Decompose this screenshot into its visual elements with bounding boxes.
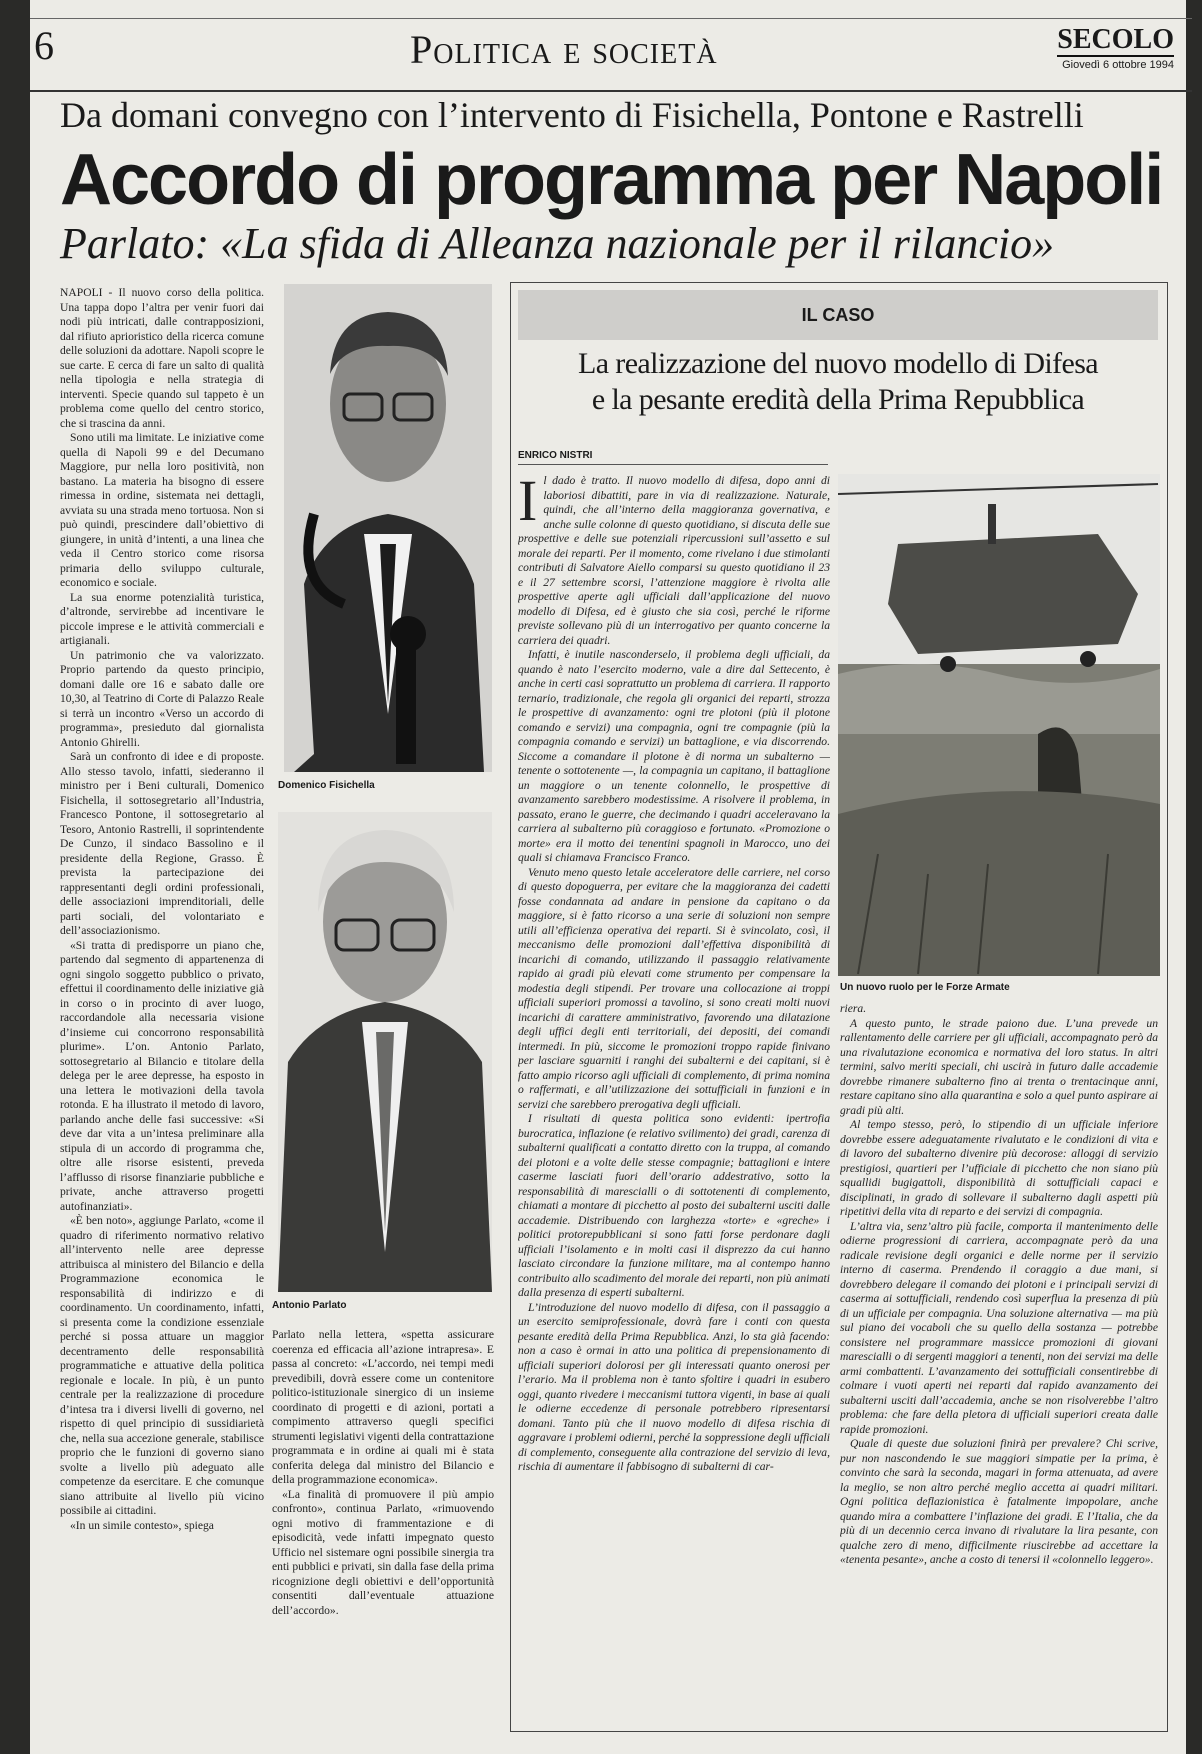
article-headline: Accordo di programma per Napoli: [60, 140, 1163, 220]
article-paragraph: «La finalità di promuovere il più ampio confronto», continua Parlato, «rimuovendo ogni motivo di frammentazione e di episodicità, vede infatti impegnato questo Ufficio nel sistemare ogni possibile sinergia tra enti pubblici e privati, sin dalla fase della prima ricognizione degli obiettivi e dell’opportunità consentiti dall’eventuale attuazione dell’accordo».: [272, 1487, 494, 1617]
article-paragraph: «È ben noto», aggiunge Parlato, «come il quadro di riferimento normativo relativo all’intervento nelle aree depresse attribuisca al ministero del Bilancio e della Programmazione economica le responsabilità di indirizzo e di coordinamento. Un coordinamento, infatti, si presenta come la condizione essenziale perché si possa attuare un maggior decentramento delle responsabilità programmatiche e attuative della politica regionale e locale. In più, è un punto centrale per la realizzazione di procedure d’intesa tra i diversi livelli di governo, nel rispetto di quel principio di sussidiarietà che, nella sua accezione generale, stabilisce proprio che le funzioni di governo siano svolte a livello più adeguato alle competenze da esercitare. E che comunque siano attribuite al livello più vicino possibile ai cittadini.: [60, 1214, 264, 1517]
sidebar-paragraph: riera.: [840, 1002, 867, 1015]
sidebar-paragraph: L’introduzione del nuovo modello di difesa, con il passaggio a un esercito semiprofessionale, dovrà fare i conti con questa pesante eredità della Prima Repubblica. Anzi, lo sta già facendo: non a caso è ormai in atto una politica di prepensionamento di ufficiali superiori dolorosi per gli interessati quanto onerosi per l’erario. Ma il problema non è tanto sfoltire i quadri in esubero oggi, quanto rivedere i meccanismi tuttora vigenti, in base ai quali le odierne eccedenze di personale potrebbero ripresentarsi domani. Tanto più che il nuovo modello di difesa rischia di aggravare i problemi odierni, perché la soppressione degli ufficiali di complemento, conseguente alla contrazione del servizio di leva, rischia di aumentare il fabbisogno di subalterni di car-: [518, 1300, 830, 1473]
masthead: [1057, 26, 1174, 71]
masthead-brand: SECOLO: [1057, 24, 1174, 55]
drop-cap: I: [518, 474, 538, 533]
portrait-image: [284, 284, 492, 772]
portrait-image: [278, 812, 492, 1292]
article-paragraph: «Si tratta di predisporre un piano che, partendo dal segmento di appartenenza di ogni singolo soggetto pubblico o privato, effettui il coordinamento delle iniziative già in corso o in procinto di aver luogo, raccordandole alla necessaria visione d’insieme cui concorrono responsabilità plurime». L’on. Antonio Parlato, sottosegretario al Bilancio e titolare della delega per le aree depresse, ha esposto in una lettera le motivazioni della tavola rotonda. E ha illustrato il metodo di lavoro, parlando anche delle fasi successive: «Si deve dar vita a un’intesa preliminare alla stipula di un accordo di programma che, oltre alle risorse esistenti, preveda l’afflusso di risorse finanziarie pubbliche e private, anche attraverso progetti autofinanziati».: [60, 938, 264, 1213]
title-rule: [30, 90, 1192, 92]
article-column-2: [272, 1328, 494, 1738]
sidebar-paragraph: Venuto meno questo letale acceleratore delle carriere, nel corso di questo dopoguerra, per evitare che la maggioranza dei cadetti fosse condannata ad andare in pensione da capitano o da maggiore, si è fatto ricorso a una serie di soluzioni non sempre utili all’efficienza operativa dei reparti. Si è svincolato, così, il meccanismo delle promozioni dall’effettiva disponibilità di incarichi di comando, utilizzando il passaggio relativamente rapido ai gradi più elevati come strumento per compensare la modestia degli stipendi. Per trovare una collocazione ai troppi ufficiali superiori promossi a tavolino, si sono creati molti nuovi incarichi di carattere amministrativo, favorendo una dilatazione degli uffici degli enti territoriali, dei depositi, dei comandi intermedi. In più, siccome le promozioni troppo rapide finivano per lasciare sguarniti i ranghi dei subalterni e dei capitani, si è fatto ampio ricorso agli ufficiali di complemento, di prima nomina o raffermati, e all’utilizzazione dei sottufficiali in funzioni e in servizi che sarebbero prerogativa degli ufficiali.: [518, 865, 830, 1111]
sidebar-paragraph: I risultati di questa politica sono evidenti: ipertrofia burocratica, inflazione (e relativo svilimento) dei gradi, carenza di subalterni qualificati a contatto diretto con la truppa, al comando dei plotoni e a volte delle stesse compagnie; battaglioni e intere caserme lasciati fuori dell’orario addestrativo, sotto la responsabilità di marescialli o di sottotenenti di complemento, chiamati a montare di picchetto al posto dei subalterni usciti dalle accademie. Distribuendo con larghezza «torte» e «greche» i politici protorepubblicani si sono fatti forse perdonare dagli ufficiali l’isolamento e in molti casi il disprezzo da cui hanno lasciato circondare la funzione militare, ma al contempo hanno contribuito allo scadimento del morale dei reparti, non più animati dalla presenza di esperti subalterni.: [518, 1112, 830, 1299]
sidebar-column-left: [518, 474, 830, 1724]
sidebar-paragraph-text: l dado è tratto. Il nuovo modello di difesa, dopo anni di laboriosi dibattiti, pare in via di realizzazione. Naturale, quindi, che all’interno della maggioranza governativa, e anche sulle colonne di questo quotidiano, si discuta delle sue prospettive e delle sue potenziali ripercussioni sull’assetto e sul morale dei reparti. Per il momento, come rivelano i due stimolanti contributi di Salvatore Aiello comparsi su questo quotidiano il 23 e il 27 settembre scorsi, l’attenzione maggiore è rivolta alle prospettive aperte agli ufficiali dall’applicazione del nuovo modello di Difesa, ed è giusto che sia così, perché le riforme previste sollevano più di un interrogativo per quanto concerne la carriera dei quadri.: [518, 474, 830, 647]
sidebar-paragraph: Infatti, è inutile nasconderselo, il problema degli ufficiali, da quando è nato l’esercito moderno, vale a dire dal Settecento, è anche in certi casi soprattutto un problema di carriera. Il rapporto ternario, tradizionale, che regola gli organici dei reparti, strozza le prospettive di avanzamento: ogni tre plotoni (più il plotone comando e servizi) una compagnia, ogni tre compagnie (più la compagnia comando e servizi) un battaglione, e via discorrendo. Siccome a comandare il plotone è di norma un subalterno — tenente o sottotenente —, la compagnia un capitano, il battaglione un maggiore o un tenente colonnello, le prospettive di avanzamento sarebbero modestissime. A risolvere il problema, in passato, erano le guerre, che decimando i quadri acceleravano la carriera al subalterno più coraggioso e fortunato. «Promozione o morte» era il motto dei tenentini spagnoli in Marocco, uno dei quali si chiamava Francisco Franco.: [518, 648, 830, 864]
sidebar-column-right: [840, 1002, 1158, 1724]
sidebar-paragraph: Al tempo stesso, però, lo stipendio di un ufficiale inferiore dovrebbe essere adeguatamente rivalutato e le condizioni di vita e di lavoro del subalterno divenire più decorose: alloggi di servizio prestigiosi, quartieri per l’ufficiale di picchetto che non siano più squallidi bugigattoli, disponibilità di sottufficiali capaci e disciplinati, in grado di sollevare il subalterno dagli aspetti più ripetitivi della vita di reparto e dei servizi di compagnia.: [840, 1118, 1158, 1218]
photo-caption-helicopter: Un nuovo ruolo per le Forze Armate: [840, 982, 1010, 993]
sidebar-paragraph: [518, 474, 830, 648]
article-column-1: [60, 286, 264, 1736]
article-paragraph: NAPOLI - Il nuovo corso della politica. Una tappa dopo l’altra per venir fuori dai nodi più intricati, dalle contrapposizioni, dal rifiuto aprioristico della ricerca comune delle soluzioni da adottare. Napoli scopre le sue carte. E cerca di fare un salto di qualità nella tipologia e nella strategia di interventi. Specie quando sul tappeto è un problema come quello del centro storico, che si trascina da anni.: [60, 286, 264, 430]
photo-fisichella: [284, 284, 492, 772]
page-number: 6: [34, 23, 54, 68]
sidebar-paragraph: Quale di queste due soluzioni finirà per prevalere? Chi scrive, pur non nascondendo le sue maggiori simpatie per la prima, è convinto che sarà la seconda, magari in forma attenuata, ad avere la meglio, se non altro perché meglio accetta ai quadri militari. Ogni politica deflazionistica è fatalmente impopolare, anche quando mira a combattere l’inflazione dei gradi. E l’Italia, che da più di un decennio cerca invano di rivalutare la lira pesante, con qualche zero di meno, difficilmente riuscirebbe ad accettare la «tenenta pesante», anche a costo di tenersi il «colonnello leggero».: [840, 1437, 1158, 1566]
sidebar-tag: IL CASO: [518, 290, 1158, 340]
photo-helicopter: [838, 474, 1160, 976]
article-paragraph: La sua enorme potenzialità turistica, d’altronde, servirebbe ad incentivare le piccole imprese e le attività commerciali e artigianali.: [60, 590, 264, 647]
article-subhead: Parlato: «La sfida di Alleanza nazionale per il rilancio»: [60, 219, 1055, 268]
section-title: Politica e società: [410, 27, 718, 72]
article-paragraph: «In un simile contesto», spiega: [70, 1518, 214, 1532]
sidebar-author: ENRICO NISTRI: [518, 450, 593, 461]
article-paragraph: Parlato nella lettera, «spetta assicurare coerenza ed efficacia all’azione intrapresa». E passa al concreto: «L’accordo, nei tempi medi prevedibili, dovrà essere come un contenitore politico-istituzionale sinergico di un insieme coordinato di progetti e di azioni, portati a compimento attraverso quegli specifici strumenti legislativi vigenti della contrattazione programmata e in ordine ai quali mi è stata conferita delega dal ministro del Bilancio e della programmazione economica».: [272, 1328, 494, 1486]
author-rule: [518, 464, 828, 465]
sidebar-title-line: La realizzazione del nuovo modello di Difesa: [577, 347, 1099, 380]
article-paragraph: Un patrimonio che va valorizzato. Proprio partendo da questo principio, domani dalle ore 16 e sabato dalle ore 10,30, al Teatrino di Corte di Palazzo Reale si terrà un incontro «Verso un accordo di programma», presieduto dal giornalista Antonio Ghirelli.: [60, 648, 264, 749]
photo-caption-fisichella: Domenico Fisichella: [278, 780, 375, 791]
header-rule: [30, 18, 1192, 19]
article-paragraph: Sono utili ma limitate. Le iniziative come quella di Napoli 99 e del Decumano Maggiore, pur nella loro positività, non bastano. La materia ha bisogno di essere rimessa in ordine, sistemata nei dettagli, avviata su una strada meno tortuosa. Non si può quindi, prescindere dall’obiettivo di giungere, in unità d’intenti, a una linea che veda il Centro storico come risorsa primaria dello sviluppo culturale, economico e sociale.: [60, 431, 264, 589]
article-paragraph: Sarà un confronto di idee e di proposte. Allo stesso tavolo, infatti, siederanno il ministro per i Beni culturali, Domenico Fisichella, il sottosegretario all’Industria, Francesco Pontone, il sottosegretario al Tesoro, Antonio Rastrelli, il soprintendente De Cunzo, il sindaco Bassolino e il presidente della Regione, Grasso. È prevista la partecipazione dei rappresentanti degli ordini professionali, delle associazioni imprenditoriali, delle parti sociali, del volontariato e dell’associazionismo.: [60, 750, 264, 937]
sidebar-paragraph: A questo punto, le strade paiono due. L’una prevede un rallentamento delle carriere per gli ufficiali, accompagnato però da una rivalutazione economica e normativa del loro status. In altri termini, salvo meriti speciali, chi uscirà in futuro dalle accademie dovrebbe rimanere subalterno fino ai trenta o trentacinque anni, restare capitano sino alla quarantina e solo a quel punto aspirare ai gradi più alti.: [840, 1016, 1158, 1117]
sidebar-title: [518, 346, 1158, 418]
article-kicker: Da domani convegno con l’intervento di Fisichella, Pontone e Rastrelli: [60, 95, 1084, 135]
photo-parlato: [278, 812, 492, 1292]
sidebar-title-line: e la pesante eredità della Prima Repubblica: [591, 383, 1085, 416]
helicopter-image: [838, 474, 1160, 976]
masthead-date: Giovedì 6 ottobre 1994: [1062, 59, 1174, 71]
photo-caption-parlato: Antonio Parlato: [272, 1300, 347, 1311]
sidebar-paragraph: L’altra via, senz’altro più facile, comporta il mantenimento delle odierne progressioni di carriera, accompagnate però da una radicale revisione degli organici e delle norme per il servizio interno di caserma. Prendendo il coraggio a due mani, si dovrebbero delegare il comando dei plotoni e i principali servizi di caserma ai sottufficiali, rendendo così superflua la presenza di più di un ufficiale per compagnia. Una soluzione alternativa — ma più sul piano dei vocaboli che su quello della sostanza — potrebbe consistere nel programmare massicce promozioni di giovani marescialli o di sergenti maggiori a tenenti, non dei servizi ma delle armi combattenti. L’avanzamento dei sottufficiali consentirebbe di colmare i vuoti aperti nei reparti dal rapido avanzamento dei subalterni usciti dall’accademia, anche se non risolverebbe l’altro problema: che fare della pletora di ufficiali superiori creata dalle rapide promozioni.: [840, 1219, 1158, 1436]
